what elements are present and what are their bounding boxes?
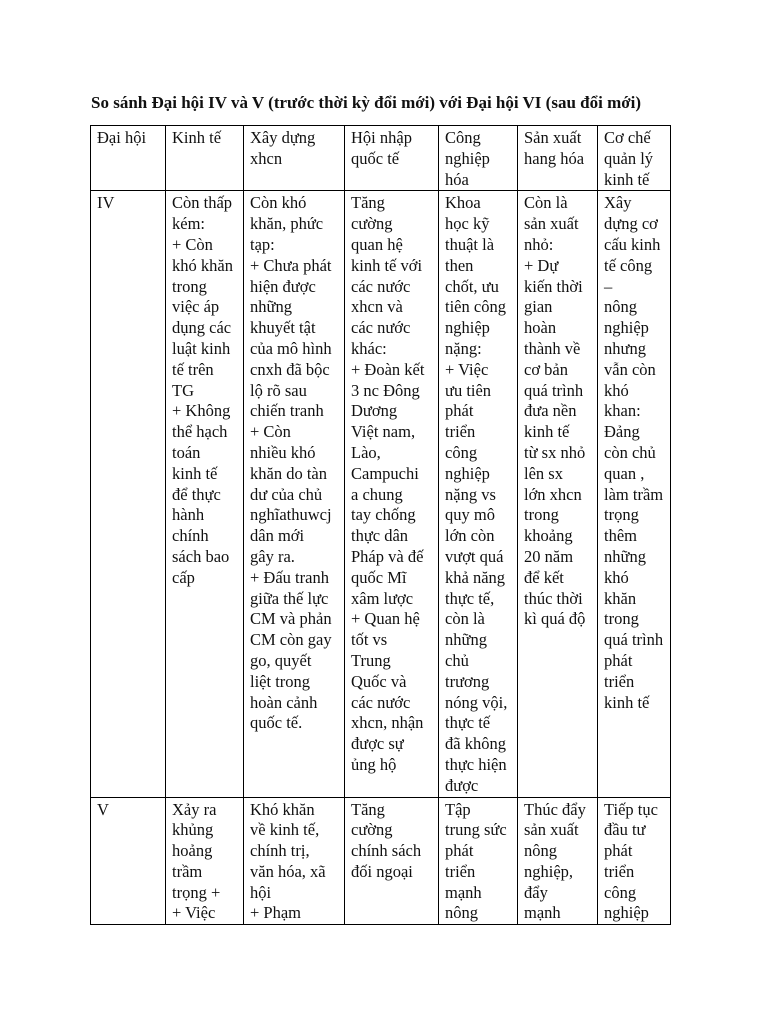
- table-cell: Còn khó khăn, phức tạp: + Chưa phát hiện được những khuyết tật của mô hình cnxh đã bộc lộ rõ sau chiến tranh + Còn nhiều khó khăn do tàn dư của chủ nghĩathuwcj dân mới gây ra. + Đấu tranh giữa thế lực CM và phản CM còn gay go, quyết liệt trong hoàn cảnh quốc tế.: [244, 191, 345, 797]
- header-cell-xay-dung-xhcn: Xây dựng xhcn: [244, 126, 345, 191]
- document-title: So sánh Đại hội IV và V (trước thời kỳ đổi mới) với Đại hội VI (sau đổi mới): [91, 93, 642, 112]
- table-cell: Thúc đẩy sản xuất nông nghiệp, đẩy mạnh: [518, 797, 598, 925]
- table-cell: Còn thấp kém: + Còn khó khăn trong việc áp dụng các luật kinh tế trên TG + Không thể hạch toán kinh tế để thực hành chính sách bao cấp: [166, 191, 244, 797]
- header-cell-kinh-te: Kinh tế: [166, 126, 244, 191]
- table-cell: Xây dựng cơ cấu kinh tế công – nông nghiệp nhưng vẫn còn khó khan: Đảng còn chủ quan , làm trầm trọng thêm những khó khăn trong quá trình phát triển kinh tế: [598, 191, 671, 797]
- table-cell: Còn là sản xuất nhỏ: + Dự kiến thời gian hoàn thành về cơ bản quá trình đưa nền kinh tế từ sx nhỏ lên sx lớn xhcn trong khoảng 20 năm để kết thúc thời kì quá độ: [518, 191, 598, 797]
- table-cell: IV: [91, 191, 166, 797]
- table-header-row: [91, 126, 671, 191]
- table-row: [91, 797, 671, 925]
- header-cell-hoi-nhap-quoc-te: Hội nhập quốc tế: [345, 126, 439, 191]
- table-cell: Khoa học kỹ thuật là then chốt, ưu tiên công nghiệp nặng: + Việc ưu tiên phát triển công nghiệp nặng vs quy mô lớn còn vượt quá khả năng thực tế, còn là những chủ trương nóng vội, thực tế đã không thực hiện được: [439, 191, 518, 797]
- table-cell: V: [91, 797, 166, 925]
- table-row: [91, 191, 671, 797]
- table-cell: Khó khăn về kinh tế, chính trị, văn hóa, xã hội + Phạm: [244, 797, 345, 925]
- header-cell-dai-hoi: Đại hội: [91, 126, 166, 191]
- comparison-table: [90, 125, 671, 925]
- table-cell: Tăng cường chính sách đối ngoại: [345, 797, 439, 925]
- table-cell: Tiếp tục đầu tư phát triển công nghiệp: [598, 797, 671, 925]
- table-cell: Tăng cường quan hệ kinh tế với các nước xhcn và các nước khác: + Đoàn kết 3 nc Đông Dương Việt nam, Lào, Campuchi a chung tay chống thực dân Pháp và đế quốc Mĩ xâm lược + Quan hệ tốt vs Trung Quốc và các nước xhcn, nhận được sự ủng hộ: [345, 191, 439, 797]
- header-cell-cong-nghiep-hoa: Công nghiệp hóa: [439, 126, 518, 191]
- header-cell-co-che-quan-ly: Cơ chế quản lý kinh tế: [598, 126, 671, 191]
- table-cell: Xảy ra khủng hoảng trầm trọng + + Việc: [166, 797, 244, 925]
- header-cell-san-xuat-hang-hoa: Sản xuất hang hóa: [518, 126, 598, 191]
- table-cell: Tập trung sức phát triển mạnh nông: [439, 797, 518, 925]
